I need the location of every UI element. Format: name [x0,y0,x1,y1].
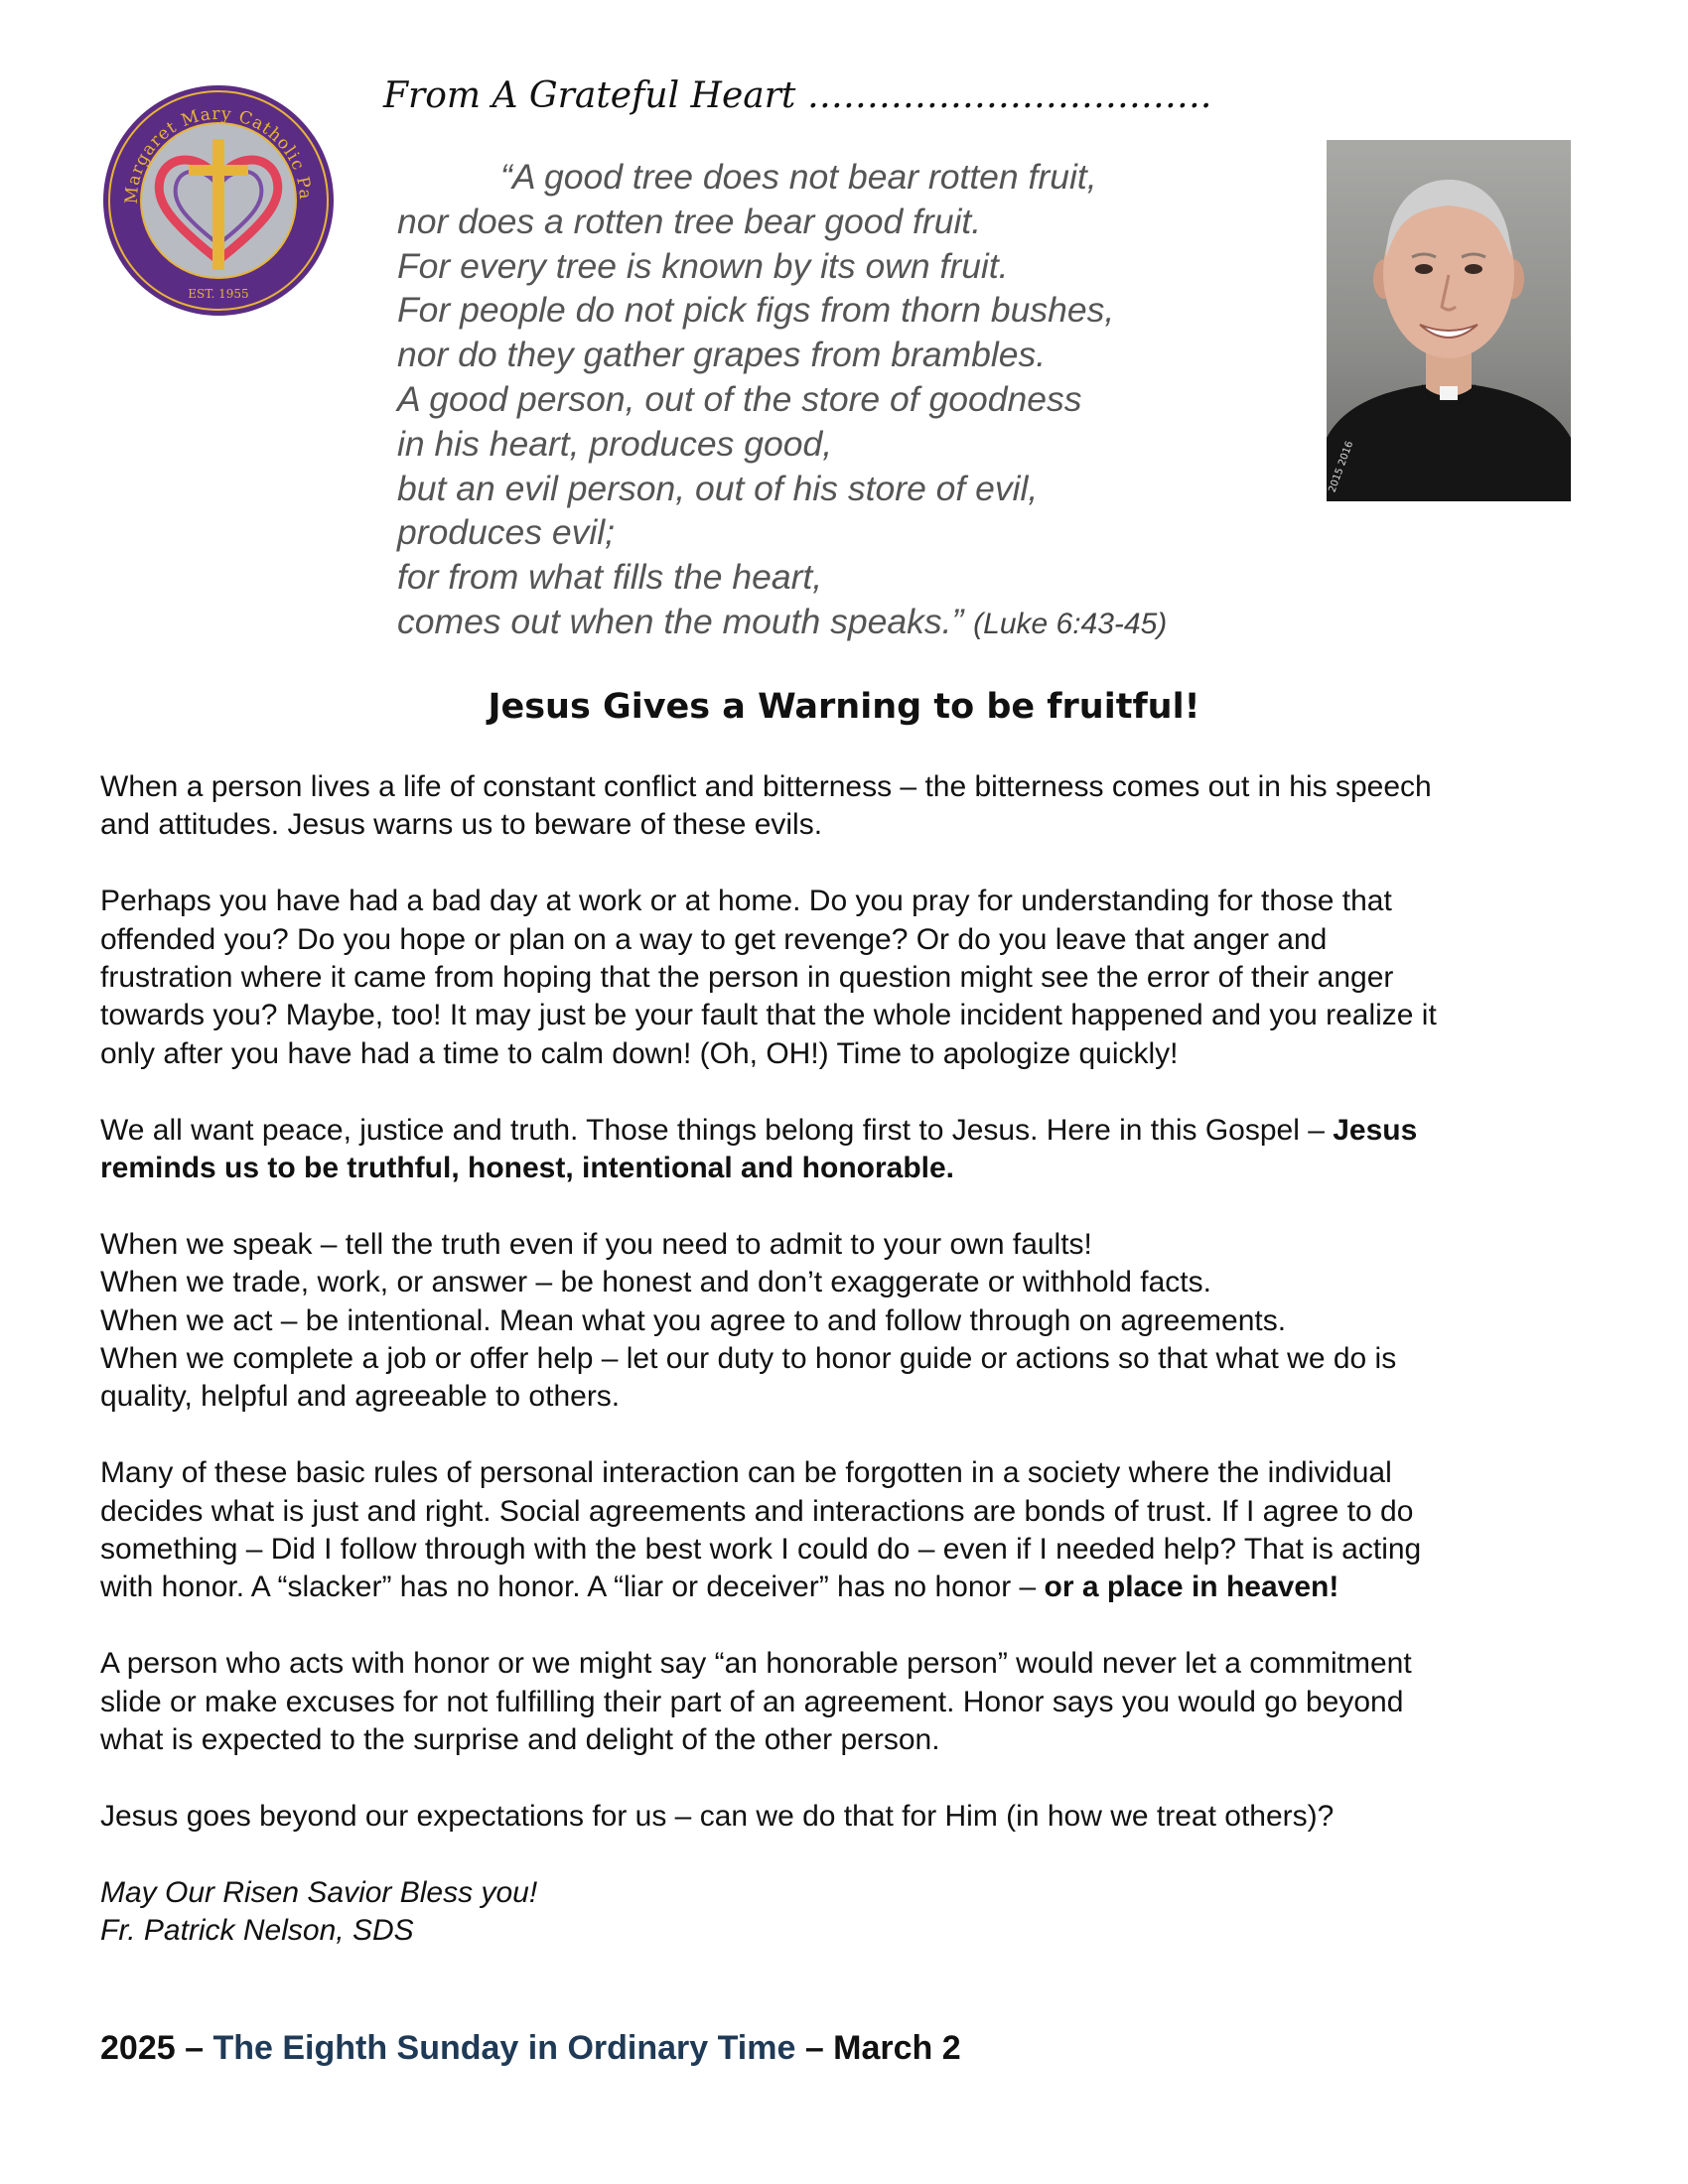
body-line: slide or make excuses for not fulfilling their part of an agreement. Honor says you would go beyond [100,1685,1404,1718]
footer-date-line [100,2029,961,2068]
quote-line: but an evil person, out of his store of evil, [397,468,1039,508]
body-line: what is expected to the surprise and delight of the other person. [100,1723,940,1757]
signoff-name: Fr. Patrick Nelson, SDS [100,1914,414,1948]
quote-line: nor do they gather grapes from brambles. [397,335,1047,375]
parish-logo [101,83,336,318]
header-title: From A Grateful Heart ……………………………. [383,75,1212,116]
body-line: offended you? Do you hope or plan on a way to get revenge? Or do you leave that anger and [100,922,1328,956]
body-line: When we trade, work, or answer – be honest and don’t exaggerate or withhold facts. [100,1266,1211,1299]
body-line: Many of these basic rules of personal interaction can be forgotten in a society where the individual [100,1456,1392,1490]
body-line: Jesus goes beyond our expectations for us – can we do that for Him (in how we treat others)? [100,1799,1335,1833]
paragraph [100,1645,1600,1759]
body-line: only after you have had a time to calm down! (Oh, OH!) Time to apologize quickly! [100,1036,1179,1070]
paragraph [100,1226,1600,1417]
signoff-blessing: May Our Risen Savior Bless you! [100,1875,538,1909]
paragraph [100,1454,1600,1607]
article-headline: Jesus Gives a Warning to be fruitful! [488,687,1200,727]
footer-year: 2025 – [100,2029,204,2067]
priest-portrait [1327,140,1571,501]
quote-citation: (Luke 6:43-45) [973,607,1168,640]
body-line: towards you? Maybe, too! It may just be your fault that the whole incident happened and you realize it [100,999,1437,1032]
paragraph [100,768,1600,845]
body-line: and attitudes. Jesus warns us to beware of these evils. [100,808,823,842]
quote-line-text: comes out when the mouth speaks.” [397,601,964,641]
body-bold-text: or a place in heaven! [1044,1570,1339,1604]
body-text: We all want peace, justice and truth. Those things belong first to Jesus. Here in this Gospel – [100,1113,1334,1147]
body-bold-text: Jesus [1333,1113,1418,1147]
logo-ring-text: Margaret Mary Catholic Pa [121,103,316,205]
body-text: with honor. A “slacker” has no honor. A “liar or deceiver” has no honor – [100,1570,1045,1604]
body-line: something – Did I follow through with the best work I could do – even if I needed help? That is acting [100,1533,1422,1567]
quote-line: nor does a rotten tree bear good fruit. [397,201,982,241]
signoff [100,1874,1600,1951]
quote-line: produces evil; [397,512,616,553]
body-line: When a person lives a life of constant conflict and bitterness – the bitterness comes out in his speech [100,770,1432,803]
body-line [100,1150,1600,1187]
scripture-quote [397,155,1291,647]
quote-line-last [397,600,1291,647]
body-bold-text: reminds us to be truthful, honest, intentional and honorable. [100,1152,955,1185]
paragraph [100,1112,1600,1188]
paragraph [100,1798,1600,1836]
body-line: Perhaps you have had a bad day at work or at home. Do you pray for understanding for those that [100,885,1392,918]
photo-caption: 2015 2016 [1327,440,1356,494]
quote-line: For people do not pick figs from thorn bushes, [397,290,1115,331]
body-line: quality, helpful and agreeable to others. [100,1380,621,1414]
body-line [100,1112,1600,1150]
body-line: frustration where it came from hoping that the person in question might see the error of their anger [100,961,1394,995]
quote-line: for from what fills the heart, [397,557,823,598]
body-line [100,1569,1600,1606]
footer-occasion: The Eighth Sunday in Ordinary Time [212,2029,796,2067]
paragraph [100,883,1600,1073]
quote-line: “A good tree does not bear rotten fruit, [500,157,1097,197]
body-line: When we act – be intentional. Mean what you agree to and follow through on agreements. [100,1303,1287,1337]
quote-line: For every tree is known by its own fruit. [397,245,1009,286]
logo-est-text: EST. 1955 [188,287,249,301]
article-body [100,768,1600,1988]
body-line: When we complete a job or offer help – let our duty to honor guide or actions so that what we do is [100,1342,1397,1376]
footer-date: – March 2 [804,2029,961,2067]
quote-line: in his heart, produces good, [397,423,833,464]
quote-line: A good person, out of the store of goodness [397,378,1082,419]
body-line: A person who acts with honor or we might say “an honorable person” would never let a commitment [100,1647,1412,1681]
body-line: decides what is just and right. Social agreements and interactions are bonds of trust. If I agree to do [100,1494,1414,1528]
body-line: When we speak – tell the truth even if you need to admit to your own faults! [100,1227,1092,1261]
